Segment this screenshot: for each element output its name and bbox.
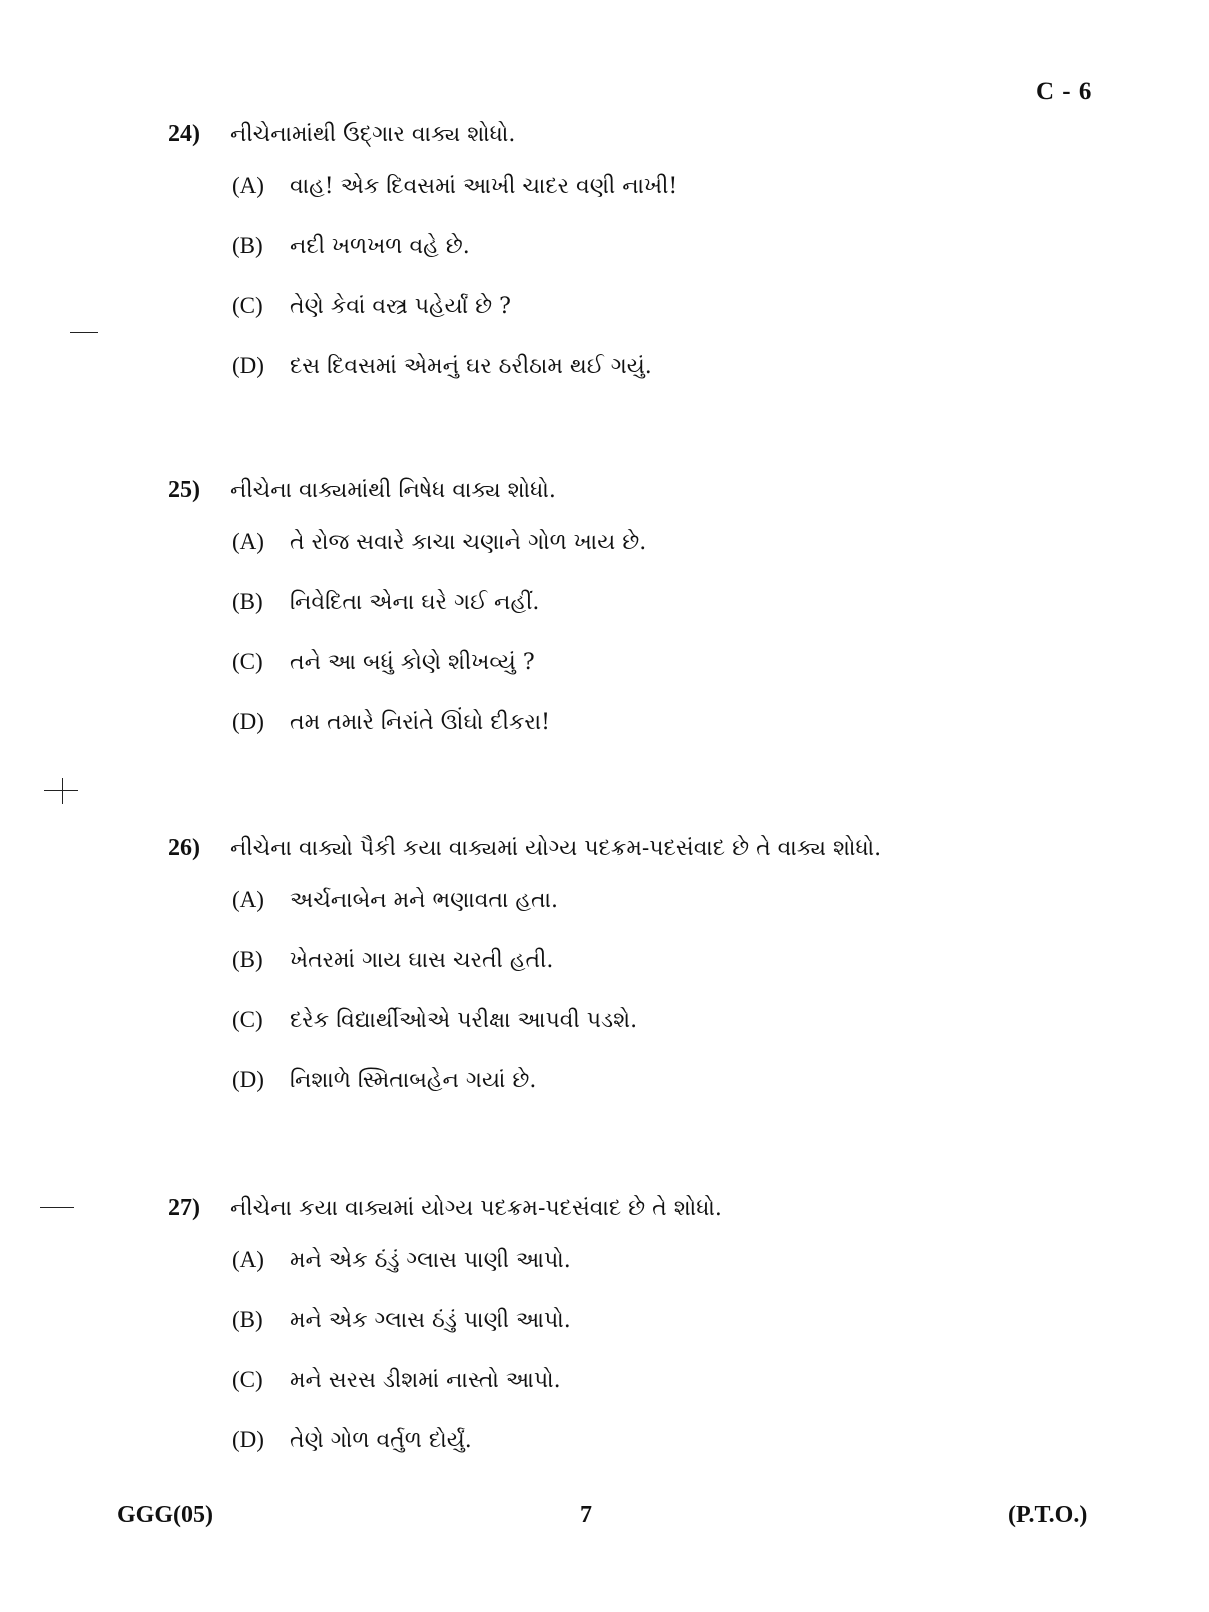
option-c bbox=[232, 1350, 1128, 1410]
option-c bbox=[232, 276, 1128, 336]
option-d bbox=[232, 1050, 1128, 1110]
exam-code: GGG(05) bbox=[117, 1502, 213, 1528]
option-text: મને એક ગ્લાસ ઠંડું પાણી આપો. bbox=[290, 1307, 571, 1333]
option-text: દરેક વિદ્યાર્થીઓએ પરીક્ષા આપવી પડશે. bbox=[290, 1007, 638, 1033]
option-text: વાહ! એક દિવસમાં આખી ચાદર વણી નાખી! bbox=[290, 173, 678, 199]
scan-mark bbox=[62, 778, 63, 804]
question-27 bbox=[168, 1186, 1128, 1470]
option-text: મને સરસ ડીશમાં નાસ્તો આપો. bbox=[290, 1367, 561, 1393]
page-code: C - 6 bbox=[1036, 78, 1093, 105]
question-26 bbox=[168, 826, 1128, 1110]
question-header bbox=[168, 826, 1128, 870]
question-number: 25) bbox=[168, 476, 200, 503]
option-text: દસ દિવસમાં એમનું ઘર ઠરીઠામ થઈ ગયું. bbox=[290, 353, 652, 379]
option-letter: (B) bbox=[232, 947, 263, 972]
option-b bbox=[232, 216, 1128, 276]
option-letter: (C) bbox=[232, 1007, 263, 1032]
option-b bbox=[232, 1290, 1128, 1350]
option-a bbox=[232, 1230, 1128, 1290]
option-letter: (A) bbox=[232, 887, 264, 912]
option-list bbox=[232, 870, 1128, 1110]
question-text: નીચેના વાક્યો પૈકી કયા વાક્યમાં યોગ્ય પદક્રમ-પદસંવાદ છે તે વાક્ય શોધો. bbox=[230, 835, 882, 861]
option-list bbox=[232, 156, 1128, 396]
option-d bbox=[232, 692, 1128, 752]
option-letter: (B) bbox=[232, 589, 263, 614]
option-text: અર્ચનાબેન મને ભણાવતા હતા. bbox=[290, 887, 559, 913]
option-text: ખેતરમાં ગાય ઘાસ ચરતી હતી. bbox=[290, 947, 554, 973]
option-c bbox=[232, 632, 1128, 692]
option-letter: (D) bbox=[232, 353, 264, 378]
option-text: તેણે ગોળ વર્તુળ દોર્યું. bbox=[290, 1427, 472, 1453]
option-letter: (A) bbox=[232, 1247, 264, 1272]
question-header bbox=[168, 468, 1128, 512]
question-header bbox=[168, 1186, 1128, 1230]
option-list bbox=[232, 512, 1128, 752]
option-letter: (C) bbox=[232, 1367, 263, 1392]
option-a bbox=[232, 512, 1128, 572]
option-text: તે રોજ સવારે કાચા ચણાને ગોળ ખાય છે. bbox=[290, 529, 647, 555]
option-text: તને આ બધું કોણે શીખવ્યું ? bbox=[290, 649, 535, 675]
option-letter: (B) bbox=[232, 233, 263, 258]
option-letter: (D) bbox=[232, 1067, 264, 1092]
scan-mark bbox=[44, 790, 78, 791]
option-text: મને એક ઠંડું ગ્લાસ પાણી આપો. bbox=[290, 1247, 571, 1273]
option-text: તમ તમારે નિરાંતે ઊંઘો દીકરા! bbox=[290, 709, 551, 735]
option-list bbox=[232, 1230, 1128, 1470]
scan-mark bbox=[70, 332, 98, 333]
option-letter: (D) bbox=[232, 1427, 264, 1452]
option-d bbox=[232, 336, 1128, 396]
option-a bbox=[232, 156, 1128, 216]
please-turn-over: (P.T.O.) bbox=[1008, 1502, 1088, 1528]
option-letter: (B) bbox=[232, 1307, 263, 1332]
option-b bbox=[232, 930, 1128, 990]
option-text: નદી ખળખળ વહે છે. bbox=[290, 233, 470, 259]
question-number: 24) bbox=[168, 120, 200, 147]
option-letter: (A) bbox=[232, 173, 264, 198]
question-text: નીચેનામાંથી ઉદ્ગાર વાક્ય શોધો. bbox=[230, 121, 516, 147]
option-letter: (D) bbox=[232, 709, 264, 734]
question-header bbox=[168, 112, 1128, 156]
question-number: 27) bbox=[168, 1194, 200, 1221]
option-letter: (C) bbox=[232, 293, 263, 318]
question-24 bbox=[168, 112, 1128, 396]
page-number: 7 bbox=[580, 1502, 592, 1528]
option-text: નિશાળે સ્મિતાબહેન ગયાં છે. bbox=[290, 1067, 537, 1093]
question-number: 26) bbox=[168, 834, 200, 861]
option-letter: (C) bbox=[232, 649, 263, 674]
option-a bbox=[232, 870, 1128, 930]
option-text: નિવેદિતા એના ઘરે ગઈ નહીં. bbox=[290, 589, 540, 615]
option-letter: (A) bbox=[232, 529, 264, 554]
option-text: તેણે કેવાં વસ્ત્ર પહેર્યાં છે ? bbox=[290, 293, 511, 319]
option-c bbox=[232, 990, 1128, 1050]
option-b bbox=[232, 572, 1128, 632]
question-text: નીચેના વાક્યમાંથી નિષેધ વાક્ય શોધો. bbox=[230, 477, 556, 503]
question-text: નીચેના કયા વાક્યમાં યોગ્ય પદક્રમ-પદસંવાદ છે તે શોધો. bbox=[230, 1195, 722, 1221]
question-25 bbox=[168, 468, 1128, 752]
option-d bbox=[232, 1410, 1128, 1470]
scan-mark bbox=[40, 1207, 74, 1208]
